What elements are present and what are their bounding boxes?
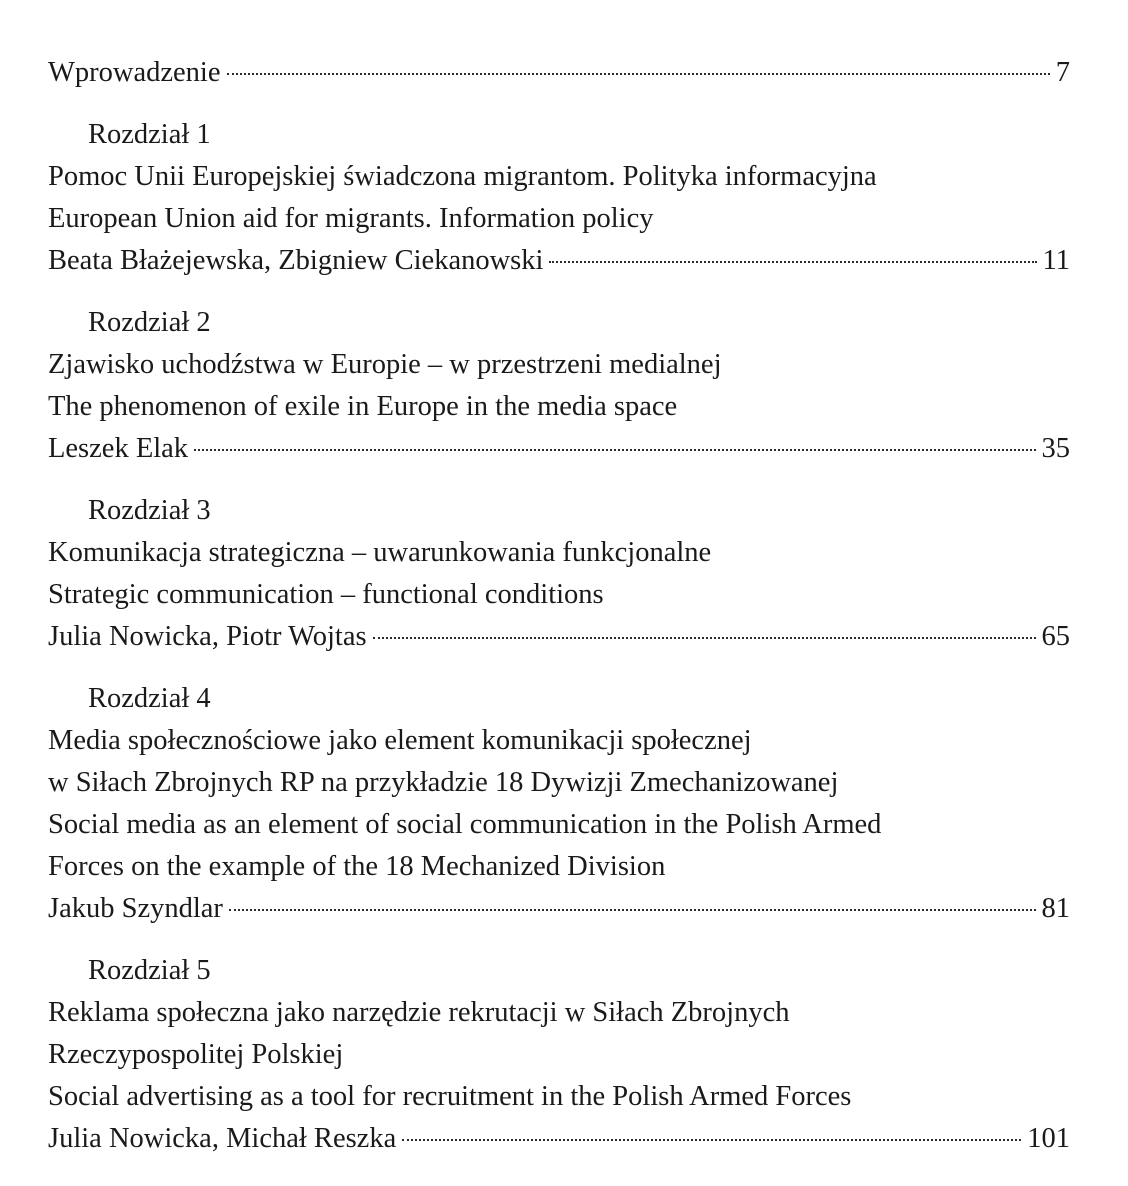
toc-entry-intro xyxy=(48,52,1070,94)
chapter-authors-entry xyxy=(48,428,1070,470)
chapter-title-pl-line-1: Reklama społeczna jako narzędzie rekrutacji w Siłach Zbrojnych xyxy=(48,997,790,1028)
chapter-4 xyxy=(48,678,1070,930)
chapter-authors: Julia Nowicka, Michał Reszka xyxy=(48,1123,397,1154)
chapter-page-number: 81 xyxy=(1041,893,1070,924)
chapter-page-number: 35 xyxy=(1041,433,1070,464)
intro-page-number: 7 xyxy=(1055,57,1070,88)
chapter-title-en: Strategic communication – functional conditions xyxy=(48,579,604,610)
chapter-5 xyxy=(48,950,1070,1160)
table-of-contents xyxy=(48,52,1070,1160)
dot-leader xyxy=(194,441,1035,451)
intro-title: Wprowadzenie xyxy=(48,57,221,88)
dot-leader xyxy=(229,901,1036,911)
chapter-authors: Leszek Elak xyxy=(48,433,189,464)
chapter-label: Rozdział 1 xyxy=(88,119,211,150)
chapter-title-en: European Union aid for migrants. Information policy xyxy=(48,203,654,234)
chapter-authors: Beata Błażejewska, Zbigniew Ciekanowski xyxy=(48,245,544,276)
chapter-title-en: The phenomenon of exile in Europe in the media space xyxy=(48,391,678,422)
chapter-label: Rozdział 2 xyxy=(88,307,211,338)
chapter-title-en: Social advertising as a tool for recruitment in the Polish Armed Forces xyxy=(48,1081,852,1112)
dot-leader xyxy=(549,253,1036,263)
chapter-title-en-line-2: Forces on the example of the 18 Mechanized Division xyxy=(48,851,666,882)
chapter-3 xyxy=(48,490,1070,658)
chapter-page-number: 65 xyxy=(1041,621,1070,652)
chapter-title-pl: Zjawisko uchodźstwa w Europie – w przestrzeni medialnej xyxy=(48,349,722,380)
chapter-authors-entry xyxy=(48,1118,1070,1160)
chapter-title-en-line-1: Social media as an element of social communication in the Polish Armed xyxy=(48,809,882,840)
chapter-title-pl-line-1: Media społecznościowe jako element komunikacji społecznej xyxy=(48,725,752,756)
chapter-label: Rozdział 3 xyxy=(88,495,211,526)
chapter-authors-entry xyxy=(48,240,1070,282)
chapter-1 xyxy=(48,114,1070,282)
chapter-authors: Jakub Szyndlar xyxy=(48,893,223,924)
chapter-authors-entry xyxy=(48,616,1070,658)
chapter-authors: Julia Nowicka, Piotr Wojtas xyxy=(48,621,367,652)
chapter-label: Rozdział 5 xyxy=(88,955,211,986)
chapter-authors-entry xyxy=(48,888,1070,930)
chapter-title-pl: Pomoc Unii Europejskiej świadczona migrantom. Polityka informacyjna xyxy=(48,161,877,192)
chapter-page-number: 11 xyxy=(1042,245,1070,276)
chapter-title-pl: Komunikacja strategiczna – uwarunkowania funkcjonalne xyxy=(48,537,712,568)
chapter-label: Rozdział 4 xyxy=(88,683,211,714)
chapter-title-pl-line-2: Rzeczypospolitej Polskiej xyxy=(48,1039,344,1070)
dot-leader xyxy=(373,629,1036,639)
chapter-title-pl-line-2: w Siłach Zbrojnych RP na przykładzie 18 Dywizji Zmechanizowanej xyxy=(48,767,839,798)
chapter-page-number: 101 xyxy=(1027,1123,1070,1154)
dot-leader xyxy=(227,65,1050,75)
chapter-2 xyxy=(48,302,1070,470)
dot-leader xyxy=(402,1131,1021,1141)
